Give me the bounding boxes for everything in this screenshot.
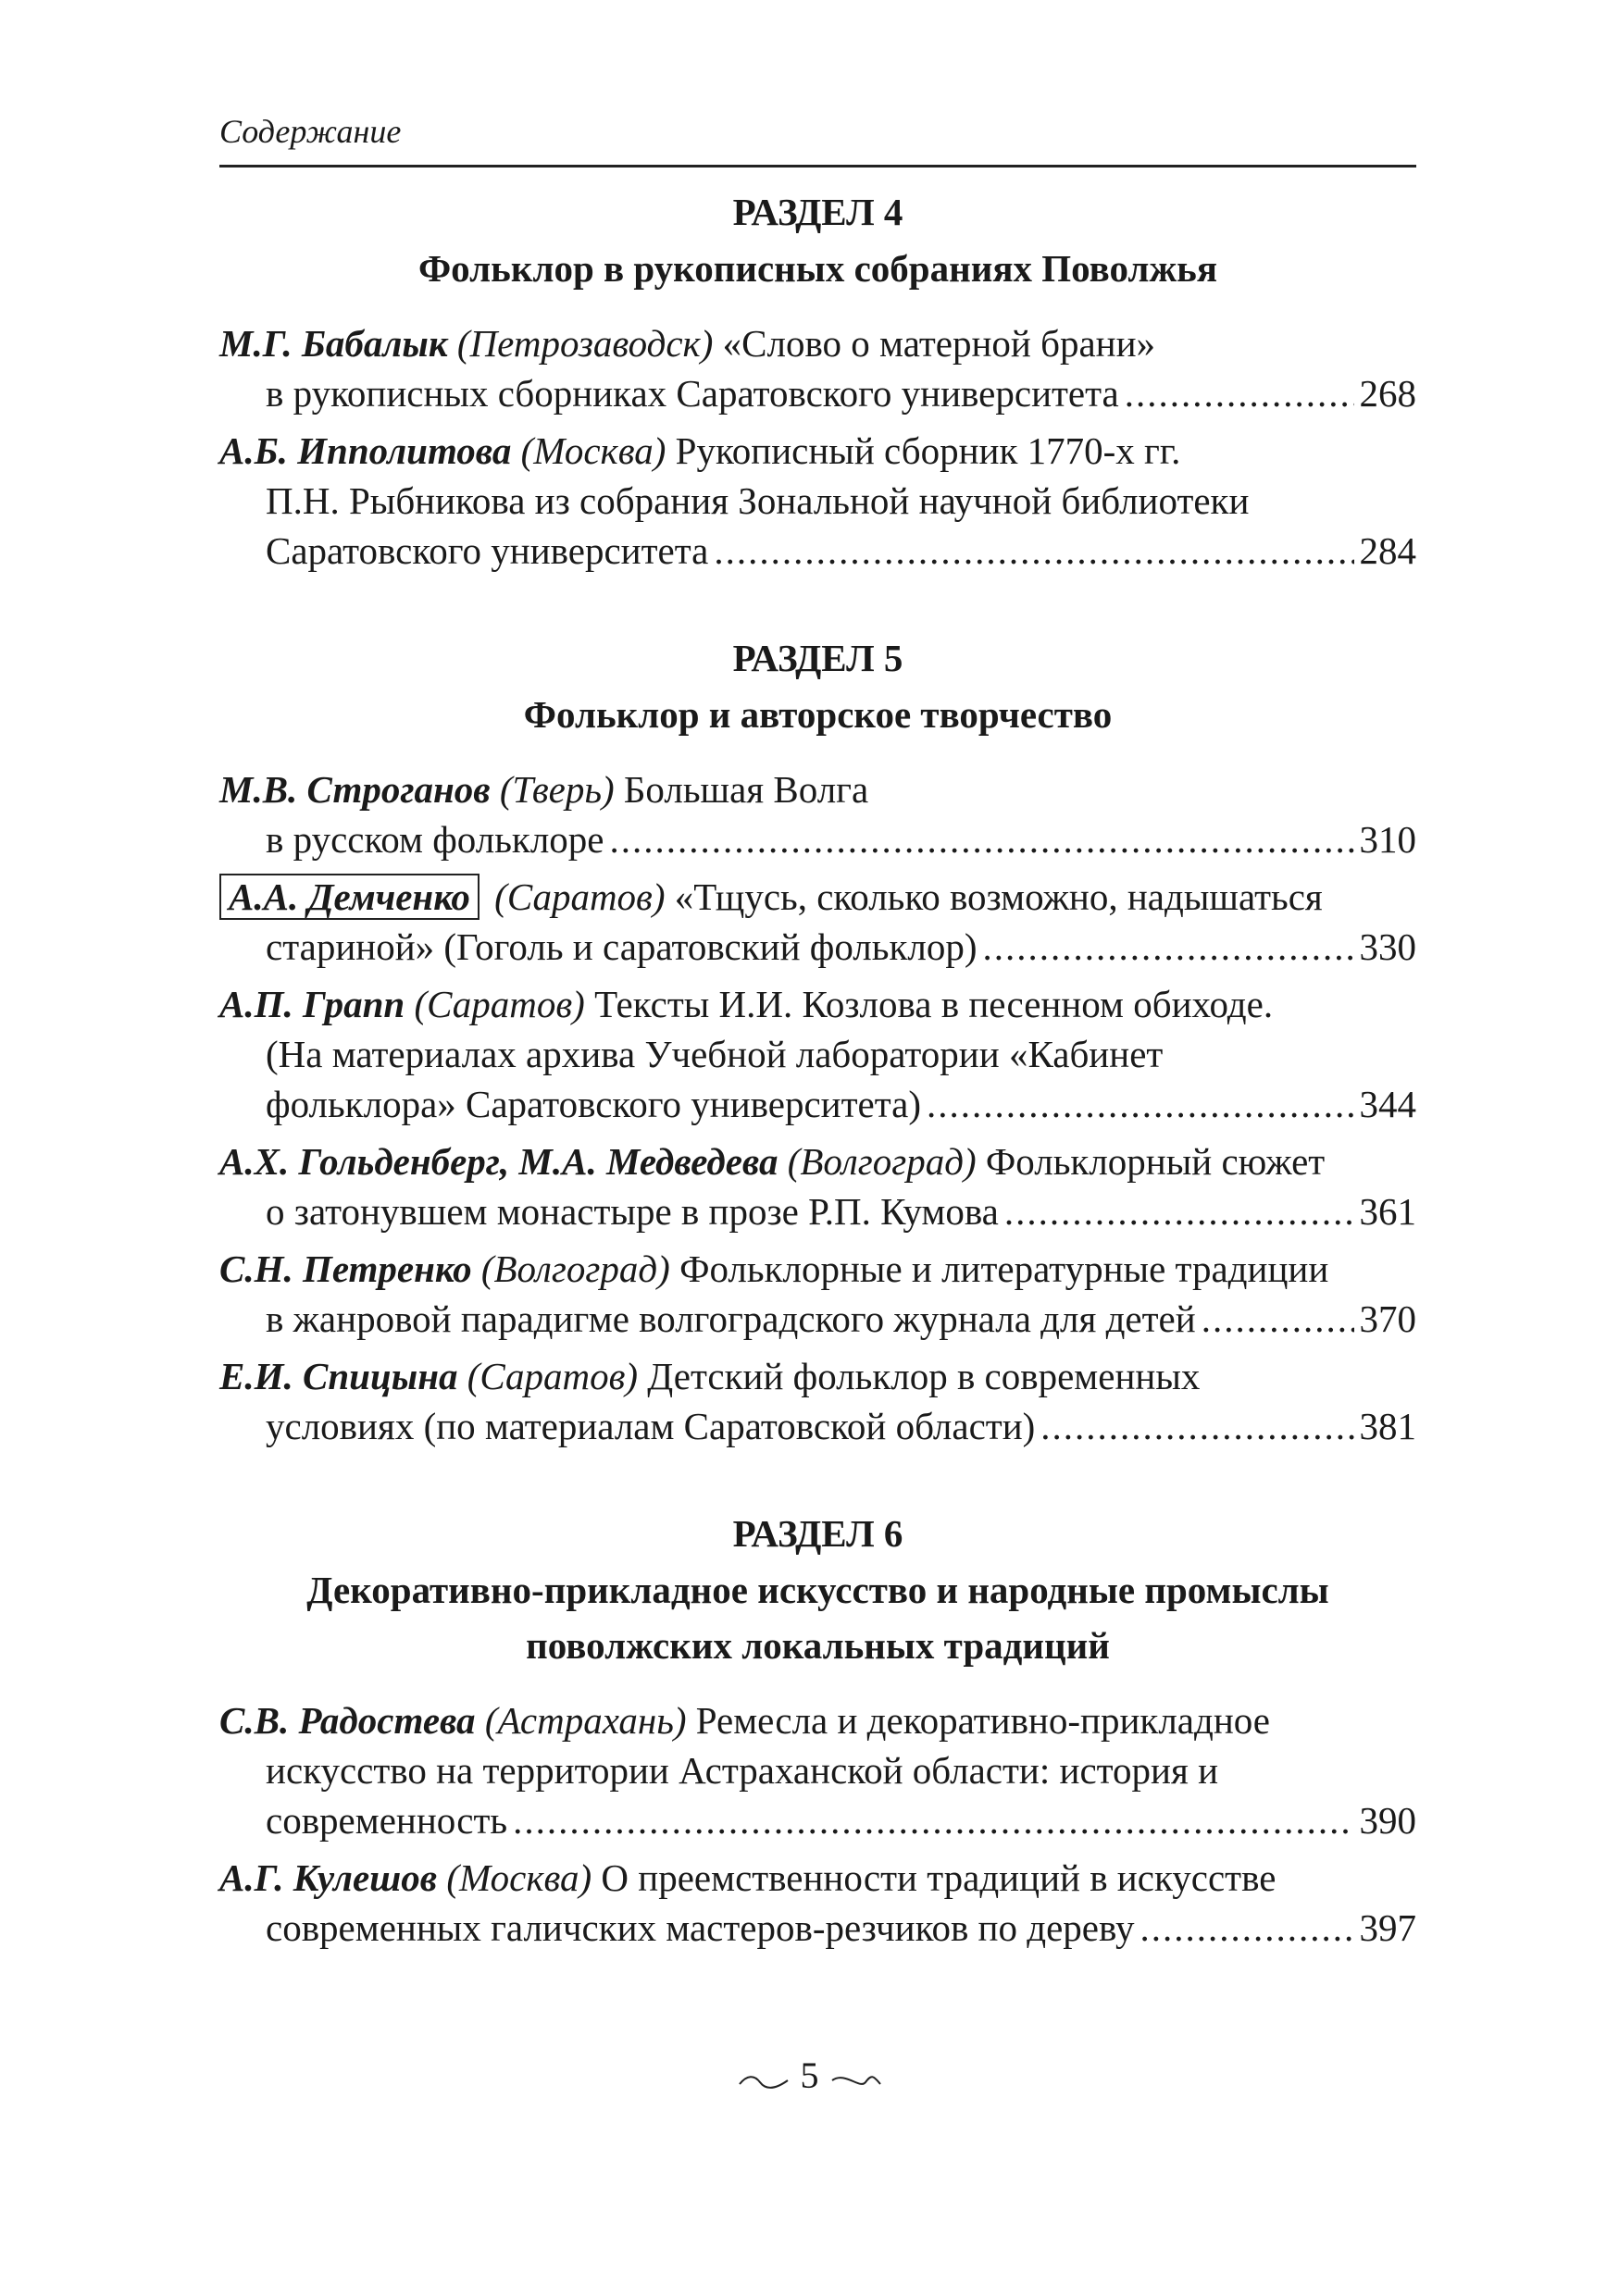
entry-title-part: (На материалах архива Учебной лаборатории «Кабинет	[266, 1033, 1164, 1075]
swash-ornament-icon	[830, 2056, 882, 2103]
entry-title-part: П.Н. Рыбникова из собрания Зональной научной библиотеки	[266, 479, 1250, 522]
entry-title-part: Рукописный сборник 1770-х гг.	[675, 429, 1181, 472]
entry-page: 344	[1359, 1083, 1416, 1125]
entry-city: (Тверь)	[499, 768, 615, 811]
toc-entry[interactable]	[219, 1244, 1416, 1344]
entry-title-part: стариной» (Гоголь и саратовский фольклор)	[266, 925, 978, 968]
section-title: Фольклор в рукописных собраниях Поволжья	[417, 247, 1218, 290]
entry-title-part: «Тщусь, сколько возможно, надышаться	[674, 875, 1323, 918]
entry-title-part: в жанровой парадигме волгоградского журнала для детей	[266, 1297, 1196, 1340]
entry-title-part: Детский фольклор в современных	[647, 1355, 1201, 1397]
entry-title-part: в русском фольклоре	[266, 818, 604, 861]
entry-city: (Саратов)	[414, 983, 585, 1025]
section-title: поволжских локальных традиций	[526, 1624, 1110, 1667]
section-4-heading	[219, 183, 1416, 296]
entry-author: М.В. Строганов	[219, 768, 491, 811]
dot-leader	[1140, 1903, 1353, 1953]
toc-entry[interactable]	[219, 1136, 1416, 1236]
table-of-contents	[219, 183, 1416, 1960]
entry-page: 268	[1359, 372, 1416, 415]
entry-title-part: Ремесла и декоративно-прикладное	[695, 1699, 1270, 1742]
toc-entry[interactable]	[219, 979, 1416, 1129]
toc-entry[interactable]	[219, 426, 1416, 576]
dot-leader	[927, 1079, 1354, 1129]
entry-title-part: Фольклорный сюжет	[985, 1140, 1326, 1183]
section-title: Декоративно-прикладное искусство и народные промыслы	[306, 1569, 1329, 1611]
entry-page: 381	[1359, 1405, 1416, 1447]
entry-city: (Саратов)	[494, 875, 666, 918]
dot-leader	[1040, 1401, 1353, 1451]
entry-city: (Волгоград)	[787, 1140, 977, 1183]
entry-author: С.Н. Петренко	[219, 1247, 472, 1290]
entry-author: С.В. Радостева	[219, 1699, 476, 1742]
section-5-heading	[219, 629, 1416, 742]
entry-title-part: искусство на территории Астраханской области: история и	[266, 1749, 1219, 1792]
entry-city: (Волгоград)	[480, 1247, 670, 1290]
entry-city: (Москва)	[520, 429, 666, 472]
entry-author: А.Х. Гольденберг, М.А. Медведева	[219, 1140, 778, 1183]
entry-page: 330	[1359, 925, 1416, 968]
header-rule	[219, 165, 1416, 168]
dot-leader	[1202, 1294, 1354, 1344]
entry-title-part: о затонувшем монастыре в прозе Р.П. Кумова	[266, 1190, 999, 1233]
entry-author: А.П. Грапп	[219, 983, 405, 1025]
entry-title-part: Тексты И.И. Козлова в песенном обиходе.	[594, 983, 1274, 1025]
entry-author: М.Г. Бабалык	[219, 322, 448, 365]
section-5-entries	[219, 764, 1416, 1451]
section-number: РАЗДЕЛ 6	[732, 1512, 903, 1555]
entry-author: Е.И. Спицына	[219, 1355, 458, 1397]
dot-leader	[513, 1795, 1353, 1845]
page-footer	[0, 2053, 1619, 2103]
entry-page: 361	[1359, 1190, 1416, 1233]
swash-ornament-icon	[738, 2056, 790, 2103]
entry-title-part: современность	[266, 1799, 508, 1842]
entry-title-part: в рукописных сборниках Саратовского университета	[266, 372, 1119, 415]
entry-title-part: современных галичских мастеров-резчиков по дереву	[266, 1906, 1135, 1949]
running-header: Содержание	[219, 113, 402, 150]
page-number: 5	[800, 2054, 819, 2096]
section-number: РАЗДЕЛ 5	[732, 637, 903, 679]
section-number: РАЗДЕЛ 4	[732, 191, 903, 233]
entry-title-part: Фольклорные и литературные традиции	[679, 1247, 1329, 1290]
entry-page: 310	[1359, 818, 1416, 861]
toc-entry[interactable]	[219, 1351, 1416, 1451]
entry-title-part: Саратовского университета	[266, 529, 709, 572]
toc-entry[interactable]	[219, 1695, 1416, 1845]
dot-leader	[1125, 368, 1354, 418]
dot-leader	[1004, 1186, 1354, 1236]
entry-city: (Москва)	[446, 1856, 592, 1899]
section-title: Фольклор и авторское творчество	[523, 693, 1113, 736]
entry-page: 390	[1359, 1799, 1416, 1842]
section-6-entries	[219, 1695, 1416, 1953]
section-4-entries	[219, 318, 1416, 576]
entry-author-boxed: А.А. Демченко	[219, 874, 479, 920]
entry-city: (Петрозаводск)	[456, 322, 714, 365]
entry-page: 397	[1359, 1906, 1416, 1949]
entry-author: А.Г. Кулешов	[219, 1856, 438, 1899]
entry-page: 284	[1359, 529, 1416, 572]
toc-entry[interactable]	[219, 1853, 1416, 1953]
section-6-heading	[219, 1505, 1416, 1673]
entry-title-part: Большая Волга	[623, 768, 869, 811]
entry-city: (Саратов)	[467, 1355, 639, 1397]
dot-leader	[609, 814, 1353, 864]
dot-leader	[714, 526, 1353, 576]
entry-title-part: «Слово о матерной брани»	[722, 322, 1156, 365]
entry-title-part: условиях (по материалам Саратовской области)	[266, 1405, 1036, 1447]
toc-entry[interactable]	[219, 764, 1416, 864]
entry-city: (Астрахань)	[484, 1699, 687, 1742]
toc-entry[interactable]	[219, 318, 1416, 418]
entry-title-part: О преемственности традиций в искусстве	[601, 1856, 1277, 1899]
dot-leader	[983, 922, 1354, 972]
entry-author: А.Б. Ипполитова	[219, 429, 512, 472]
entry-title-part: фольклора» Саратовского университета)	[266, 1083, 921, 1125]
entry-page: 370	[1359, 1297, 1416, 1340]
toc-entry[interactable]	[219, 872, 1416, 972]
